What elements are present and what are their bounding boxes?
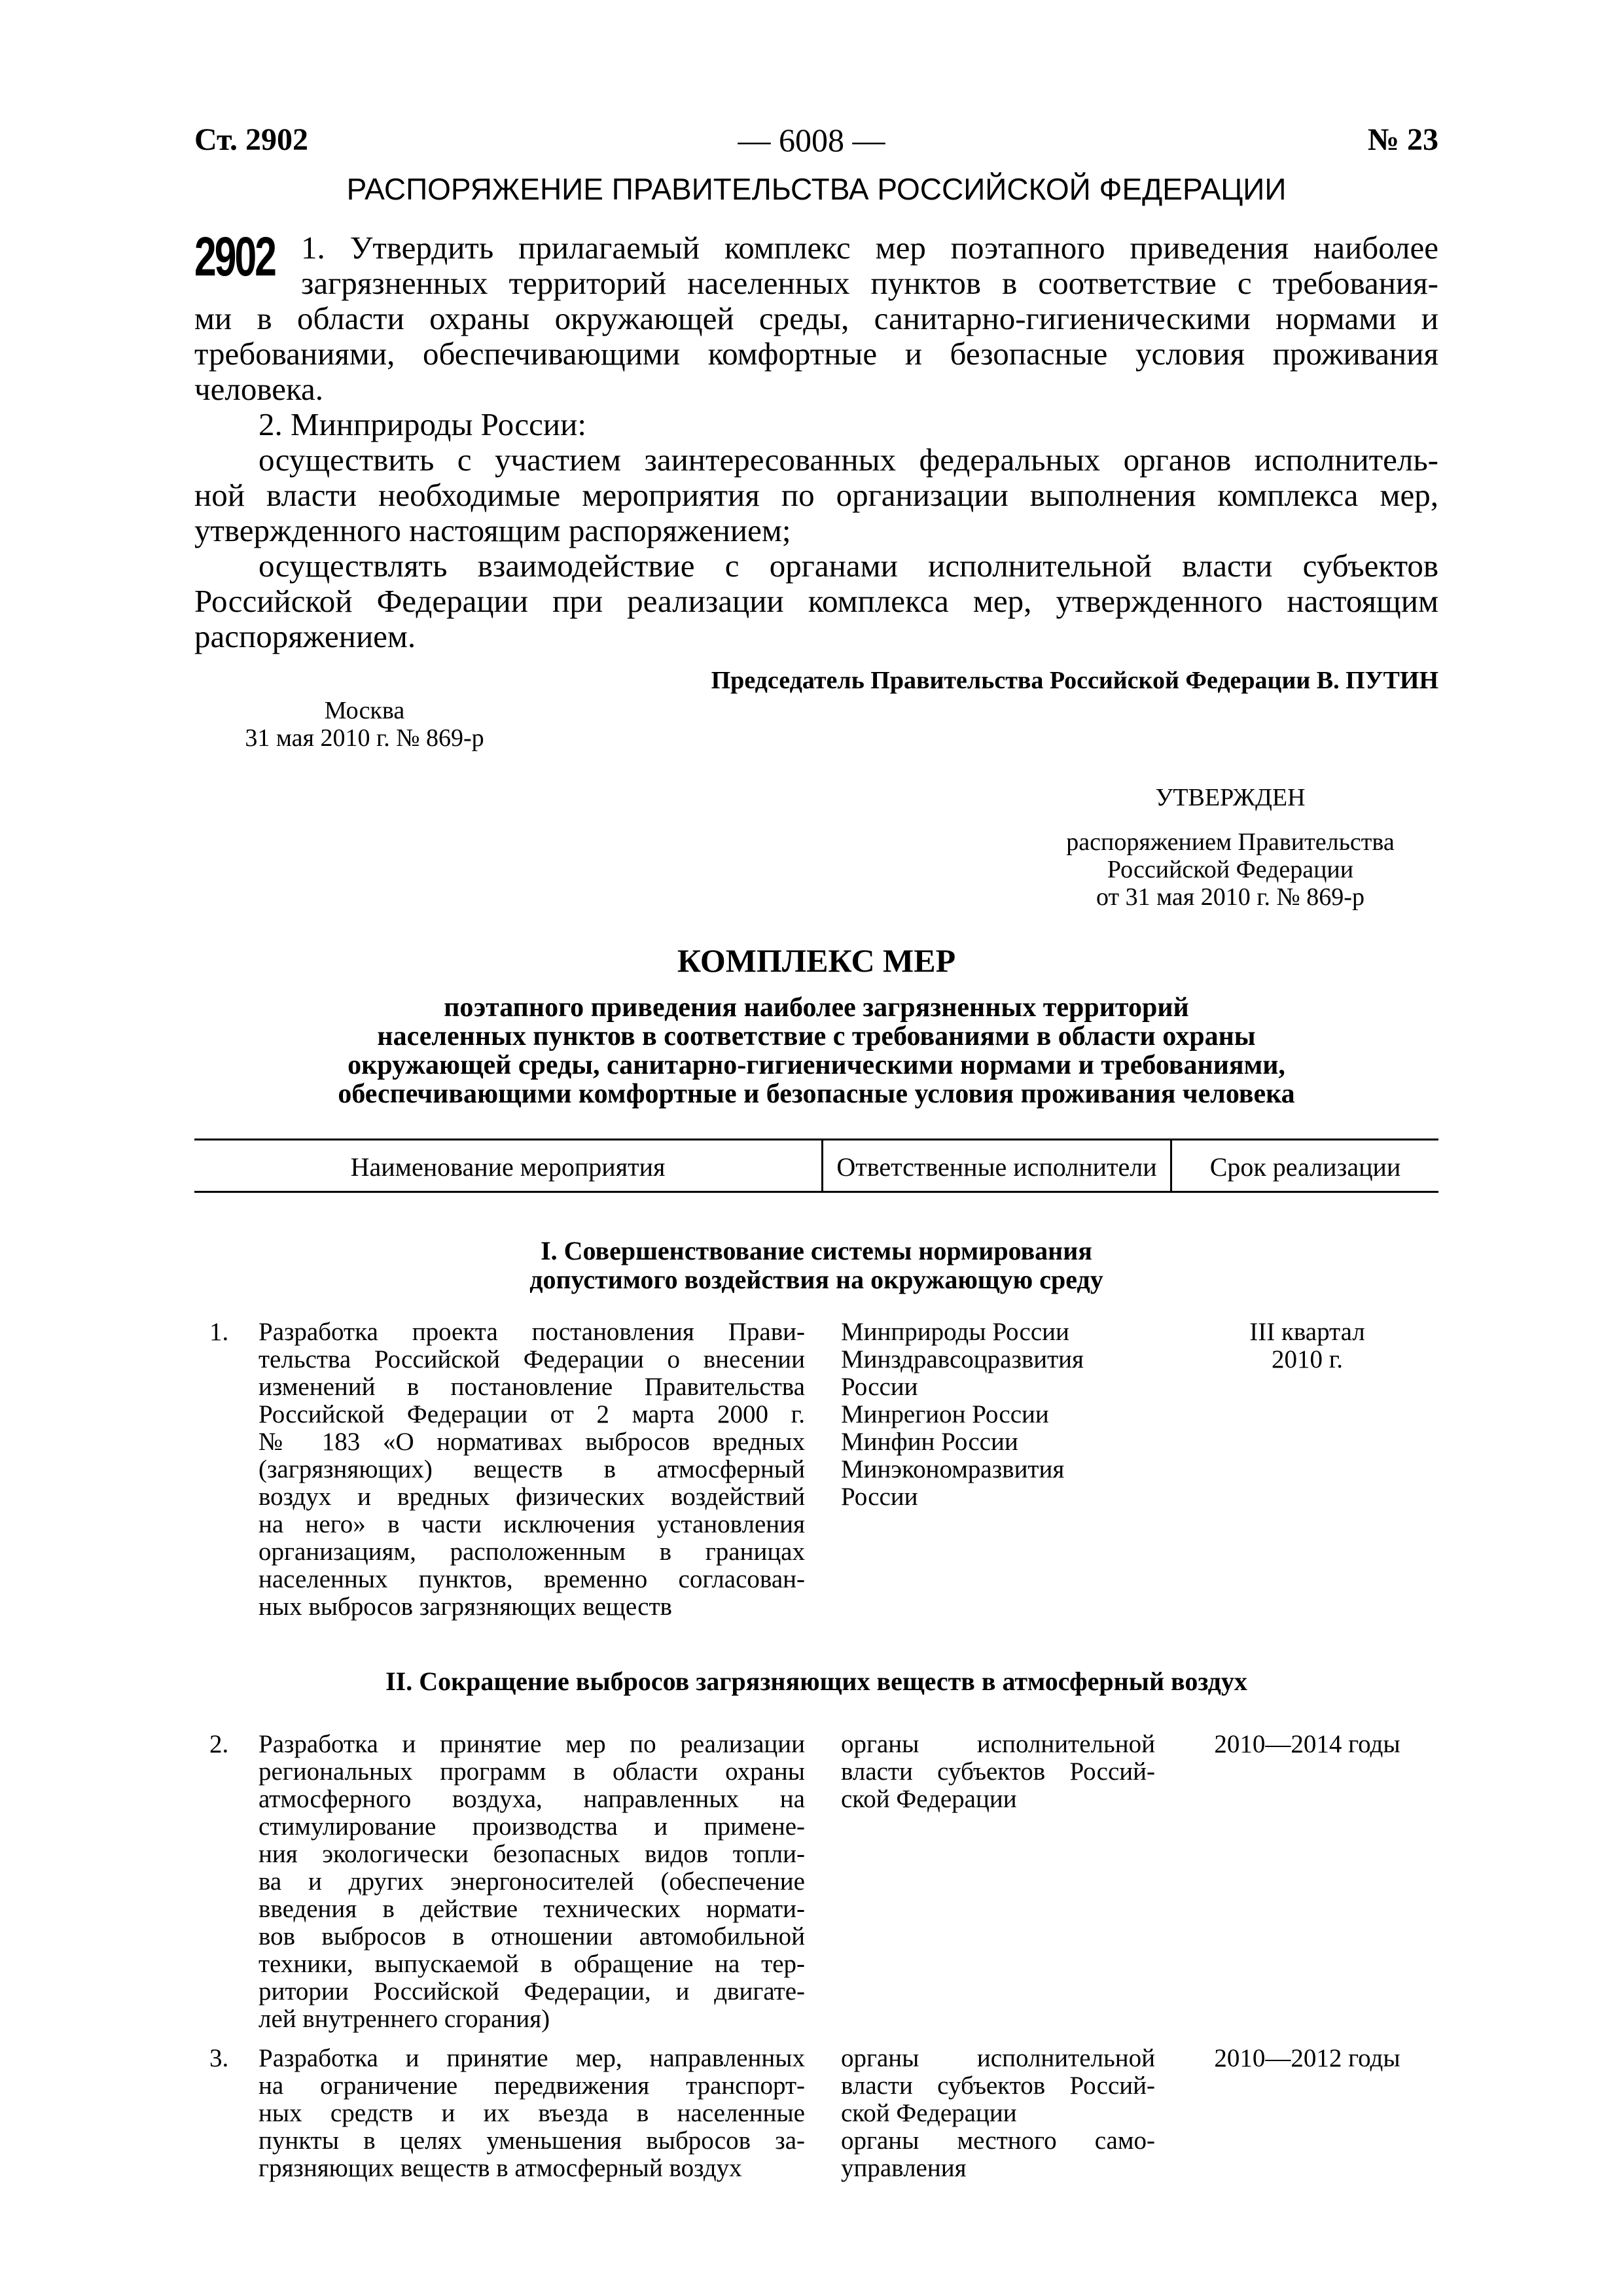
- row-term: [1178, 2045, 1436, 2072]
- header-page-number: — 6008 —: [738, 122, 885, 158]
- cell-line: власти субъектов Россий-: [841, 1757, 1155, 1786]
- cell-line: лей внутреннего сгорания): [259, 2005, 550, 2033]
- row-number: 3.: [209, 2044, 229, 2072]
- cell-line: России: [841, 1483, 918, 1511]
- cell-line: (загрязняющих) веществ в атмосферный: [259, 1455, 805, 1483]
- cell-line: Разработка и принятие мер по реализации: [259, 1730, 805, 1758]
- row-responsible: [841, 2045, 1155, 2182]
- cell-line: Минэкономразвития: [841, 1455, 1065, 1483]
- cell-line: 2010—2012 годы: [1214, 2044, 1400, 2072]
- row-responsible: [841, 1731, 1155, 1813]
- cell-line: органы исполнительной: [841, 2044, 1155, 2072]
- text-line: ми в области охраны окружающей среды, санитарно-гигиеническими нормами и: [194, 300, 1438, 336]
- column-header-name: Наименование мероприятия: [350, 1152, 666, 1182]
- place-date: [194, 697, 535, 752]
- approved-block: [1021, 784, 1440, 911]
- cell-line: № 183 «О нормативах выбросов вредных: [259, 1428, 805, 1456]
- text-line: загрязненных территорий населенных пунктов в соответствие с требования-: [301, 265, 1438, 301]
- row-number: 1.: [209, 1318, 229, 1346]
- paragraph-3-first: [259, 442, 1438, 478]
- text-line: распоряжением.: [194, 618, 416, 654]
- cell-line: ных выбросов загрязняющих веществ: [259, 1593, 672, 1621]
- row-term: [1178, 1731, 1436, 1758]
- header-left: Ст. 2902: [194, 122, 308, 157]
- cell-line: организациям, расположенным в границах: [259, 1538, 805, 1566]
- subtitle-line: окружающей среды, санитарно-гигиеническими нормами и требованиями,: [348, 1050, 1285, 1080]
- cell-line: Российской Федерации от 2 марта 2000 г.: [259, 1400, 805, 1428]
- cell-line: на него» в части исключения установления: [259, 1510, 805, 1538]
- approved-line: Российской Федерации: [1107, 856, 1354, 883]
- cell-line: на ограничение передвижения транспорт-: [259, 2072, 805, 2100]
- cell-line: тельства Российской Федерации о внесении: [259, 1345, 805, 1373]
- approved-title: УТВЕРЖДЕН: [1155, 784, 1306, 811]
- subtitle-line: населенных пунктов в соответствие с требованиями в области охраны: [377, 1021, 1256, 1051]
- cell-line: России: [841, 1373, 918, 1401]
- section-title-line: I. Совершенствование системы нормирования: [541, 1236, 1092, 1265]
- complex-title: КОМПЛЕКС МЕР: [677, 942, 956, 979]
- paragraph-3-rest: [194, 478, 1438, 548]
- complex-subtitle: [194, 993, 1438, 1108]
- table-header-rule: [194, 1191, 1438, 1193]
- text-line: осуществить с участием заинтересованных федеральных органов исполнитель-: [259, 442, 1438, 478]
- section-title: [194, 1237, 1438, 1294]
- cell-line: Минприроды России: [841, 1318, 1069, 1346]
- text-line: осуществлять взаимодействие с органами исполнительной власти субъектов: [259, 548, 1438, 584]
- text-line: требованиями, обеспечивающими комфортные и безопасные условия проживания: [194, 336, 1438, 372]
- section-title: [194, 1667, 1438, 1696]
- section-title-line: допустимого воздействия на окружающую среду: [529, 1265, 1103, 1294]
- paragraph-4-rest: [194, 584, 1438, 654]
- cell-line: ва и других энергоносителей (обеспечение: [259, 1867, 805, 1896]
- cell-line: органы местного само-: [841, 2127, 1155, 2155]
- cell-line: ской Федерации: [841, 2099, 1017, 2127]
- place: Москва: [324, 697, 405, 724]
- cell-line: 2010—2014 годы: [1214, 1730, 1400, 1758]
- cell-line: ния экологически безопасных видов топли-: [259, 1840, 805, 1868]
- cell-line: Минрегион России: [841, 1400, 1049, 1428]
- column-header-responsible: Ответственные исполнители: [836, 1152, 1157, 1182]
- text-line: Российской Федерации при реализации комплекса мер, утвержденного настоящим: [194, 583, 1438, 619]
- cell-line: Минфин России: [841, 1428, 1018, 1456]
- text-line: утвержденного настоящим распоряжением;: [194, 512, 791, 548]
- approved-line: распоряжением Правительства: [1066, 828, 1395, 856]
- row-term: [1178, 1318, 1436, 1373]
- paragraph-4-first: [259, 548, 1438, 584]
- cell-line: ных средств и их въезда в населенные: [259, 2099, 805, 2127]
- row-number: 2.: [209, 1730, 229, 1758]
- text-line: 2. Минприроды России:: [259, 406, 586, 442]
- cell-line: техники, выпускаемой в обращение на тер-: [259, 1950, 805, 1978]
- article-number: 2902: [194, 226, 276, 287]
- row-responsible: [841, 1318, 1155, 1511]
- row-name: [259, 1731, 805, 2033]
- cell-line: грязняющих веществ в атмосферный воздух: [259, 2154, 742, 2182]
- cell-line: стимулирование производства и примене-: [259, 1812, 805, 1841]
- approved-line: от 31 мая 2010 г. № 869-р: [1096, 883, 1364, 911]
- cell-line: изменений в постановление Правительства: [259, 1373, 805, 1401]
- cell-line: вов выбросов в отношении автомобильной: [259, 1922, 805, 1951]
- text-line: человека.: [194, 371, 324, 407]
- cell-line: атмосферного воздуха, направленных на: [259, 1785, 805, 1813]
- cell-line: III квартал: [1249, 1318, 1365, 1346]
- cell-line: 2010 г.: [1271, 1345, 1344, 1373]
- doc-title: РАСПОРЯЖЕНИЕ ПРАВИТЕЛЬСТВА РОССИЙСКОЙ ФЕДЕРАЦИИ: [346, 172, 1287, 206]
- subtitle-line: обеспечивающими комфортные и безопасные условия проживания человека: [338, 1079, 1295, 1109]
- row-name: [259, 1318, 805, 1621]
- date: 31 мая 2010 г. № 869-р: [245, 724, 484, 752]
- paragraph-2: [259, 407, 586, 442]
- cell-line: органы исполнительной: [841, 1730, 1155, 1758]
- column-header-term: Срок реализации: [1209, 1152, 1401, 1182]
- cell-line: ской Федерации: [841, 1785, 1017, 1813]
- cell-line: региональных программ в области охраны: [259, 1757, 805, 1786]
- text-line: ной власти необходимые мероприятия по организации выполнения комплекса мер,: [194, 477, 1438, 513]
- cell-line: введения в действие технических нормати-: [259, 1895, 805, 1923]
- text-line: 1. Утвердить прилагаемый комплекс мер поэтапного приведения наиболее: [301, 230, 1438, 266]
- paragraph-1-start: [301, 230, 1438, 301]
- cell-line: воздух и вредных физических воздействий: [259, 1483, 805, 1511]
- cell-line: пункты в целях уменьшения выбросов за-: [259, 2127, 805, 2155]
- subtitle-line: поэтапного приведения наиболее загрязненных территорий: [444, 993, 1189, 1023]
- section-title-line: II. Сокращение выбросов загрязняющих веществ в атмосферный воздух: [385, 1667, 1247, 1696]
- row-name: [259, 2045, 805, 2182]
- cell-line: власти субъектов Россий-: [841, 2072, 1155, 2100]
- table-top-rule: [194, 1139, 1438, 1140]
- header-right: № 23: [1367, 122, 1438, 157]
- cell-line: Разработка и принятие мер, направленных: [259, 2044, 805, 2072]
- cell-line: управления: [841, 2154, 967, 2182]
- paragraph-1-rest: [194, 301, 1438, 407]
- cell-line: Разработка проекта постановления Прави-: [259, 1318, 805, 1346]
- cell-line: населенных пунктов, временно согласован-: [259, 1565, 805, 1593]
- cell-line: ритории Российской Федерации, и двигате-: [259, 1977, 805, 2005]
- cell-line: Минздравсоцразвития: [841, 1345, 1084, 1373]
- signature: Председатель Правительства Российской Федерации В. ПУТИН: [711, 667, 1438, 694]
